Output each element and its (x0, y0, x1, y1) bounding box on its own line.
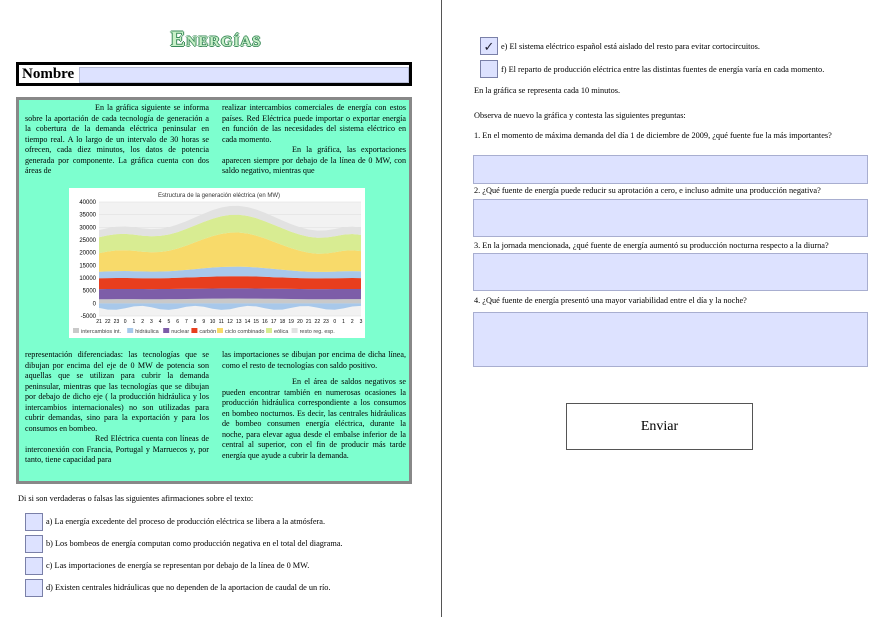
chart-x-tick-label: 15 (253, 319, 259, 325)
generation-chart (69, 188, 365, 338)
graph-note: En la gráfica se representa cada 10 minutos. (474, 86, 621, 95)
chart-x-tick-label: 9 (202, 319, 206, 325)
check-mark-icon: ✓ (483, 39, 495, 54)
name-label: Nombre (22, 65, 75, 82)
chart-x-tick-label: 20 (297, 319, 303, 325)
chart-x-tick-label: 6 (176, 319, 179, 325)
statement-e-text: e) El sistema eléctrico español está aislado del resto para evitar cortocircuitos. (501, 42, 760, 51)
statement-d-checkbox[interactable] (25, 579, 43, 597)
statement-c-text: c) Las importaciones de energía se representan por debajo de la línea de 0 MW. (46, 561, 310, 570)
chart-x-tick-label: 19 (288, 319, 294, 325)
chart-x-tick-label: 23 (113, 319, 120, 325)
chart-x-tick-label: 12 (227, 319, 233, 325)
statement-f-text: f) El reparto de producción eléctrica entre las distintas fuentes de energía varía en cada momento. (501, 65, 825, 74)
chart-y-tick-label: 25000 (79, 238, 96, 244)
name-input[interactable] (79, 67, 409, 83)
chart-y-tick-label: 0 (92, 301, 96, 308)
chart-legend-swatch (292, 328, 298, 333)
question-1-answer[interactable] (473, 155, 868, 184)
lower-right-paragraph-2: En el área de saldos negativos se pueden encontrar también en numerosas ocasiones la producción hidráulica correspondiente a los consumos en bombeo nocturnos. Es decir, las centrales hidráulicas de bombeo consumen energía eléctrica, durante la noche, para elevar agua desde el embalse inferior de la central al superior, con el fin de producir más tarde energía que ayude a cubrir la demanda. (222, 377, 406, 460)
intro-right-paragraph-2: En la gráfica, las exportaciones aparecen siempre por debajo de la línea de 0 MW, con saldo negativo, mientras que (222, 145, 406, 175)
question-2-label: 2. ¿Qué fuente de energía puede reducir su aprotación a cero, e incluso admite una producción negativa? (474, 186, 821, 195)
chart-legend-swatch (73, 328, 79, 333)
chart-x-tick-label: 2 (350, 319, 354, 325)
chart-x-tick-label: 16 (262, 319, 268, 325)
lower-left-paragraph-1: representación diferenciadas: las tecnologías que se dibujan por encima del eje de 0 MW de potencia son aquellas que se utilizan para cubrir la demanda peninsular, mientras que las tecnologías que se dibujan por debajo de dicho eje ( la producción hidráulica y los intercambios internacionales) no son utilizadas para cubrir demandas, sino para la exportación y para los consumos en bombeo. (25, 350, 209, 433)
chart-x-tick-label: 3 (150, 319, 153, 325)
page-title: Energías (170, 26, 262, 51)
chart-x-tick-label: 22 (104, 319, 111, 325)
true-false-intro: Di si son verdaderas o falsas las siguientes afirmaciones sobre el texto: (18, 494, 254, 503)
question-1-label: 1. En el momento de máxima demanda del día 1 de diciembre de 2009, ¿qué fuente fue la más importantes? (474, 131, 832, 140)
chart-legend-swatch (163, 328, 169, 333)
lower-left-column (25, 350, 209, 466)
chart-x-tick-label: 21 (305, 319, 312, 325)
name-bar (16, 62, 412, 86)
chart-legend-swatch (217, 328, 223, 333)
question-4-label: 4. ¿Qué fuente de energía presentó una mayor variabilidad entre el día y la noche? (474, 296, 747, 305)
chart-y-tick-label: -5000 (80, 314, 96, 320)
chart-y-tick-label: 35000 (79, 212, 96, 219)
statement-c-checkbox[interactable] (25, 557, 43, 575)
chart-x-tick-label: 1 (342, 319, 345, 325)
chart-x-tick-label: 21 (96, 319, 102, 325)
statement-d-text: d) Existen centrales hidráulicas que no dependen de la aportacion de caudal de un río. (46, 583, 331, 592)
chart-legend-swatch (266, 328, 272, 333)
chart-y-tick-label: 40000 (79, 200, 96, 206)
intro-left-paragraph: En la gráfica siguiente se informa sobre la aportación de cada tecnología de generación a la cobertura de la demanda eléctrica peninsular en tiempo real. A lo largo de un intervalo de 30 horas se ofrecen, cada diez minutos, los datos de potencia generada por componente. La gráfica cuenta con dos áreas de (25, 103, 209, 175)
chart-legend-label: resto reg. esp. (299, 329, 335, 335)
chart-y-tick-label: 15000 (79, 263, 96, 270)
page-divider (441, 0, 442, 617)
statement-b-text: b) Los bombeos de energía computan como producción negativa en el total del diagrama. (46, 539, 343, 548)
chart-title: Estructura de la generación eléctrica (en MW) (157, 193, 281, 199)
lower-left-paragraph-2: Red Eléctrica cuenta con líneas de interconexión con Francia, Portugal y Marruecos y, por tanto, tiene capacidad para (25, 434, 209, 464)
chart-x-tick-label: 0 (333, 319, 337, 325)
chart-x-tick-label: 23 (323, 319, 329, 325)
chart-legend-label: ciclo combinado (225, 329, 265, 335)
chart-x-tick-label: 7 (184, 319, 188, 325)
chart-x-tick-label: 5 (167, 319, 171, 325)
intro-right-column (222, 103, 406, 177)
chart-y-tick-label: 10000 (79, 276, 96, 282)
chart-x-tick-label: 22 (314, 319, 321, 325)
chart-legend-swatch (191, 328, 197, 333)
chart-x-tick-label: 2 (141, 319, 145, 325)
observe-instructions: Observa de nuevo la gráfica y contesta las siguientes preguntas: (474, 111, 686, 120)
question-2-answer[interactable] (473, 199, 868, 237)
chart-x-tick-label: 8 (193, 319, 197, 325)
chart-x-tick-label: 13 (235, 319, 242, 325)
lower-right-column (222, 350, 406, 461)
chart-legend-swatch (127, 328, 133, 333)
chart-legend-label: carbón (199, 329, 217, 335)
statement-a-checkbox[interactable] (25, 513, 43, 531)
chart-x-tick-label: 4 (158, 319, 162, 325)
question-3-answer[interactable] (473, 253, 868, 291)
statement-e-checkbox[interactable] (480, 37, 498, 55)
chart-x-tick-label: 18 (279, 319, 286, 325)
chart-legend-label: intercambios int. (81, 329, 122, 335)
chart-x-tick-label: 3 (359, 319, 363, 325)
chart-y-tick-label: 30000 (79, 225, 96, 232)
chart-legend-label: eólica (274, 329, 289, 335)
statement-b-checkbox[interactable] (25, 535, 43, 553)
chart-x-tick-label: 14 (244, 319, 251, 325)
chart-x-tick-label: 1 (132, 319, 136, 325)
generation-chart-svg (69, 188, 365, 338)
lower-right-paragraph-1: las importaciones se dibujan por encima de dicha línea, como el resto de tecnologías con saldo positivo. (222, 350, 406, 370)
question-4-answer[interactable] (473, 312, 868, 367)
statement-a-text: a) La energía excedente del proceso de producción eléctrica se libera a la atmósfera. (46, 517, 326, 526)
chart-x-tick-label: 11 (218, 319, 224, 325)
reading-text-box (16, 97, 412, 484)
question-3-label: 3. En la jornada mencionada, ¿qué fuente de energía aumentó su producción nocturna respecto a la diurna? (474, 241, 829, 250)
chart-legend-label: hidráulica (135, 329, 159, 335)
chart-x-tick-label: 17 (270, 319, 277, 325)
chart-y-tick-label: 5000 (82, 288, 96, 295)
chart-area-intercambios (99, 299, 361, 304)
chart-x-tick-label: 10 (209, 319, 216, 325)
intro-right-paragraph-1: realizar intercambios comerciales de energía con estos países. Red Eléctrica puede importar o exportar energía en función de las necesidades del sistema eléctrico en cada momento. (222, 103, 406, 144)
chart-y-tick-label: 20000 (79, 250, 96, 257)
statement-f-checkbox[interactable] (480, 60, 498, 78)
chart-x-tick-label: 0 (123, 319, 127, 325)
send-button[interactable]: Enviar (566, 403, 753, 450)
intro-left-column (25, 103, 209, 177)
chart-area-nuclear (99, 288, 361, 299)
chart-legend-label: nuclear (171, 329, 190, 335)
